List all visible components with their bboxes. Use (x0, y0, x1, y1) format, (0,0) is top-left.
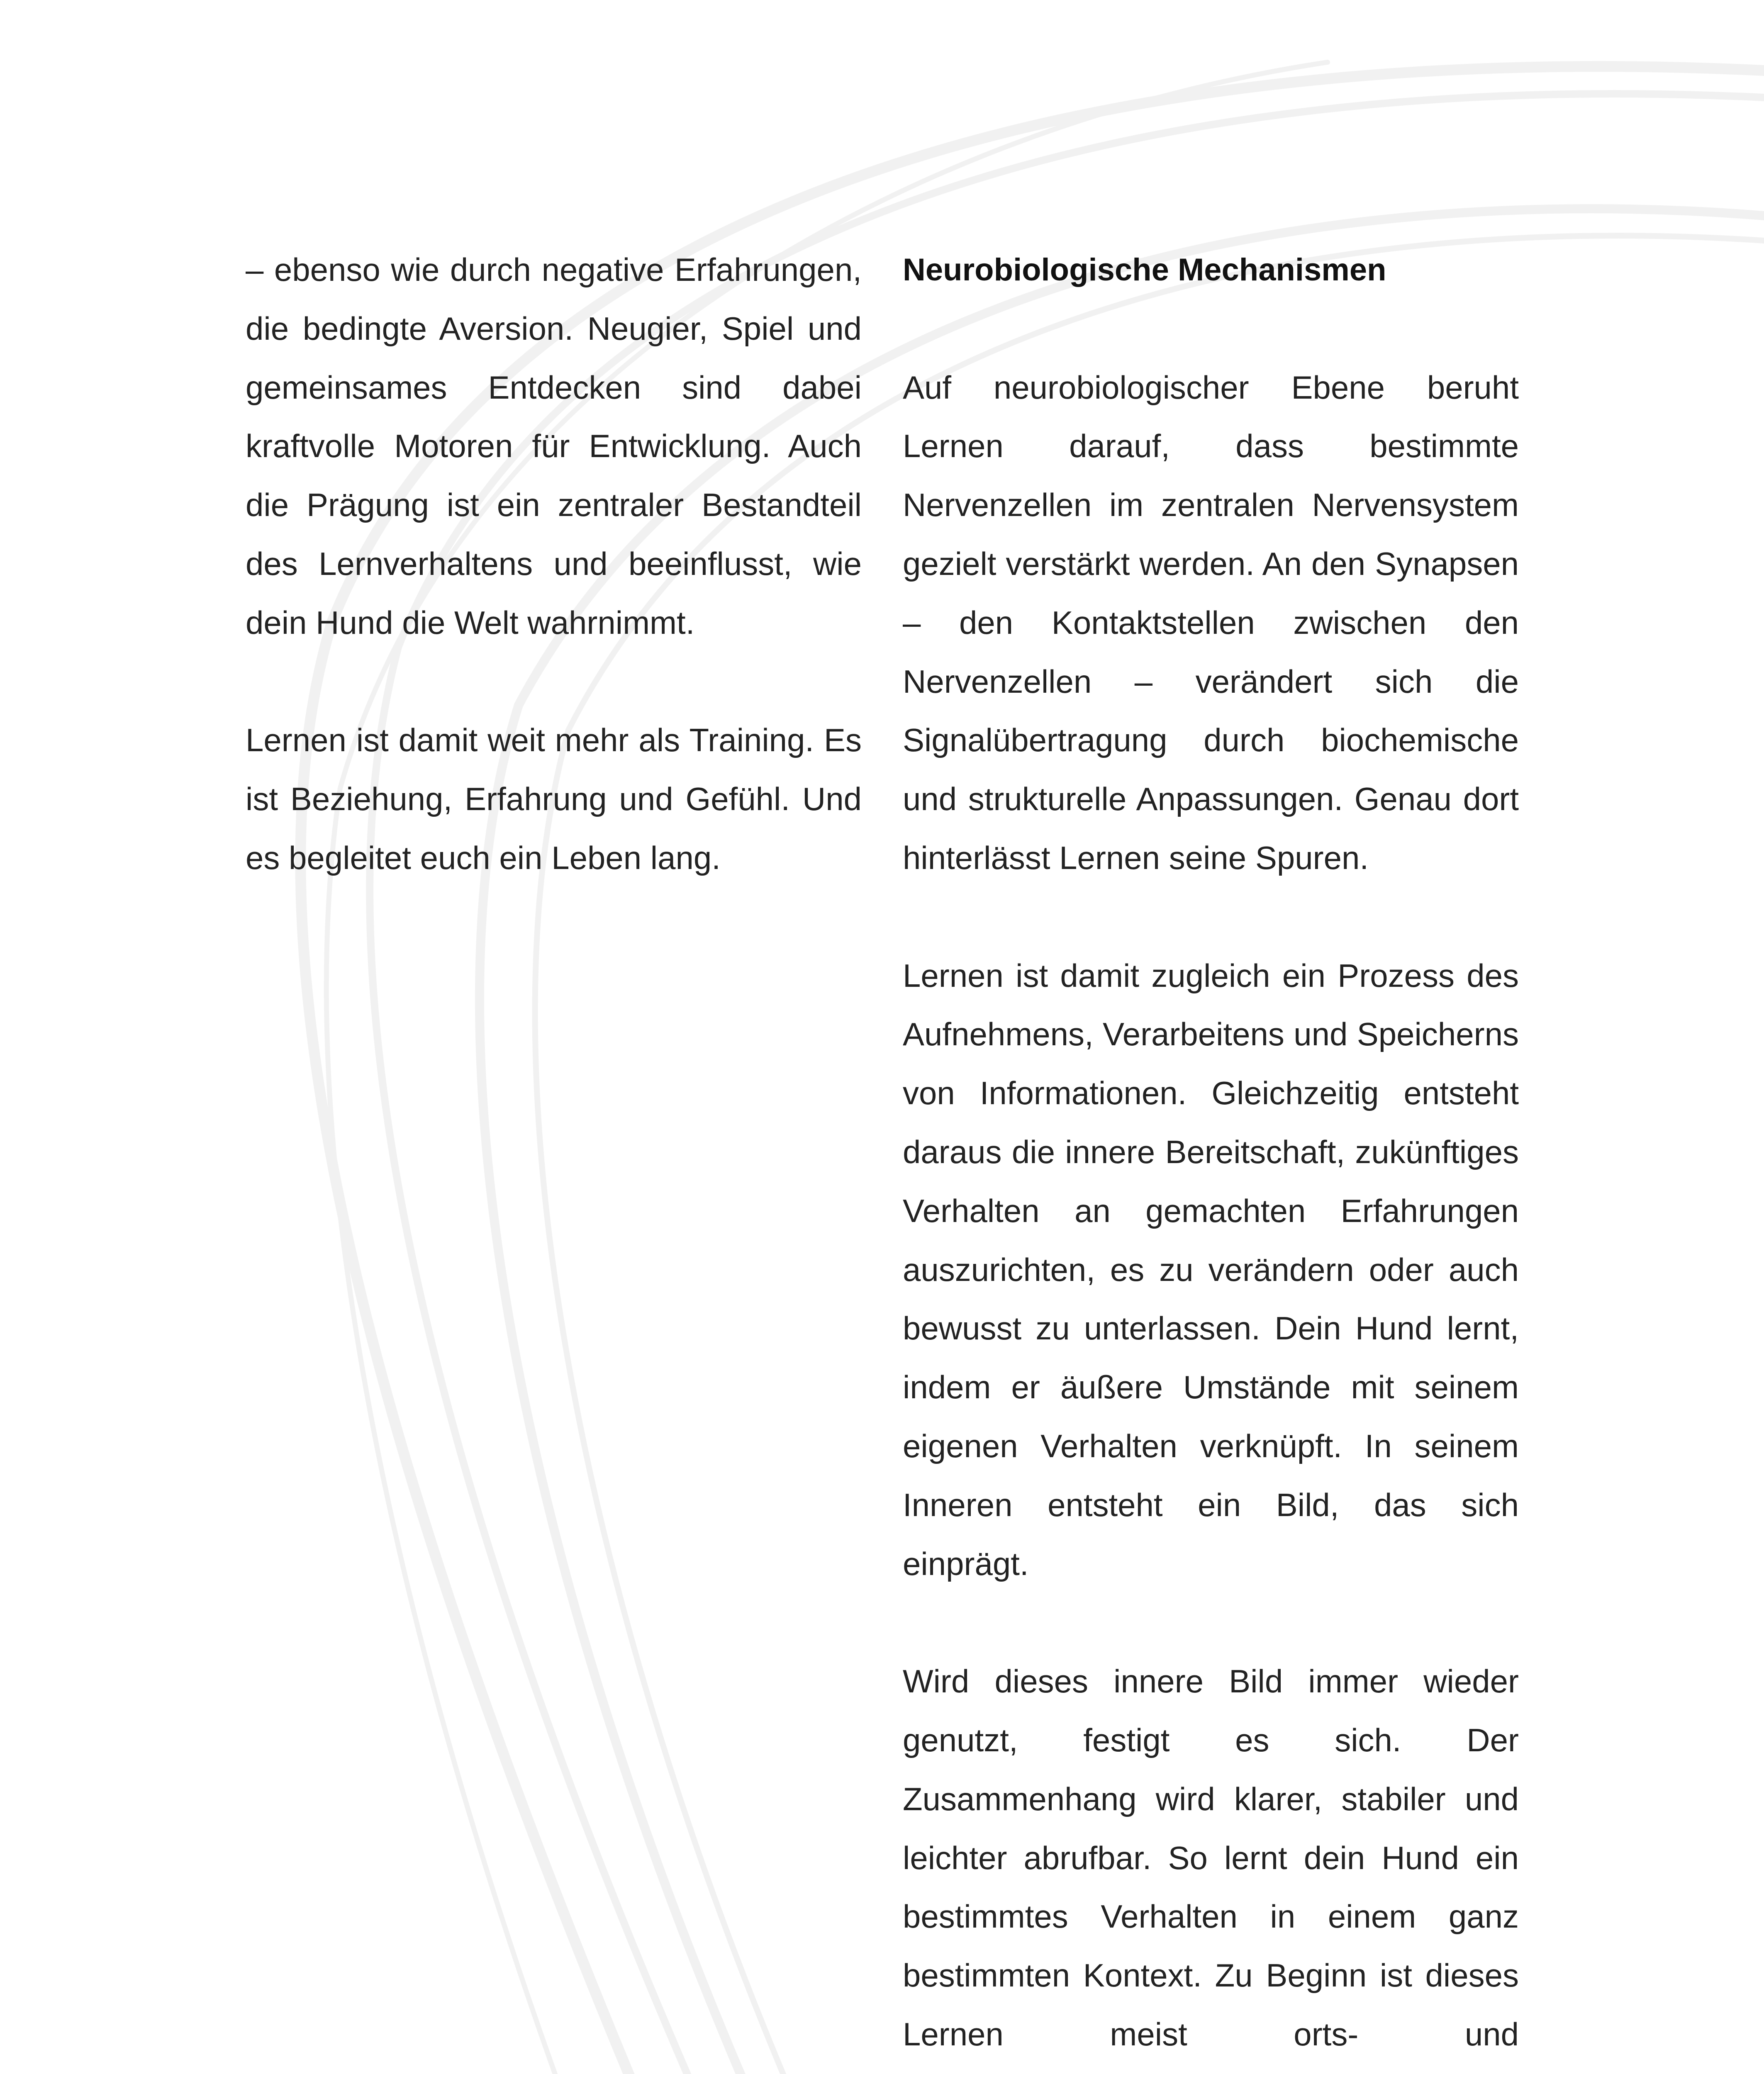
left-text-column (246, 241, 862, 888)
body-paragraph: Lernen ist damit weit mehr als Training. Es ist Beziehung, Erfahrung und Gefühl. Und es begleitet euch ein Leben lang. (246, 722, 862, 876)
right-text-column (903, 241, 1519, 2074)
body-paragraph: Lernen ist damit zugleich ein Prozess des Aufnehmens, Verarbeitens und Speicherns von Informationen. Gleichzeitig entsteht daraus die innere Bereitschaft, zukünftiges Verhalten an gemachten Erfahrungen auszurichten, es zu verändern oder auch bewusst zu unterlassen. Dein Hund lernt, indem er äußere Umstände mit seinem eigenen Verhalten verknüpft. In seinem Inneren entsteht ein Bild, das sich einprägt. (903, 957, 1519, 1582)
body-paragraph: Auf neurobiologischer Ebene beruht Lernen darauf, dass bestimmte Nervenzellen im zentralen Nervensystem gezielt verstärkt werden. An den Synapsen – den Kontaktstellen zwischen den Nervenzellen – verändert sich die Signalübertragung durch biochemische und strukturelle Anpassungen. Genau dort hinterlässt Lernen seine Spuren. (903, 369, 1519, 876)
body-paragraph: Wird dieses innere Bild immer wieder genutzt, festigt es sich. Der Zusammenhang wird klarer, stabiler und leichter abrufbar. So lernt dein Hund ein bestimmtes Verhalten in einem ganz bestimmten Kontext. Zu Beginn ist dieses Lernen meist orts- und (903, 1663, 1519, 2052)
section-heading: Neurobiologische Mechanismen (903, 252, 1386, 287)
body-paragraph: – ebenso wie durch negative Erfahrungen, die bedingte Aversion. Neugier, Spiel und gemeinsames Entdecken sind dabei kraftvolle Motoren für Entwicklung. Auch die Prägung ist ein zentraler Bestandteil des Lernverhaltens und beeinflusst, wie dein Hund die Welt wahrnimmt. (246, 251, 862, 641)
